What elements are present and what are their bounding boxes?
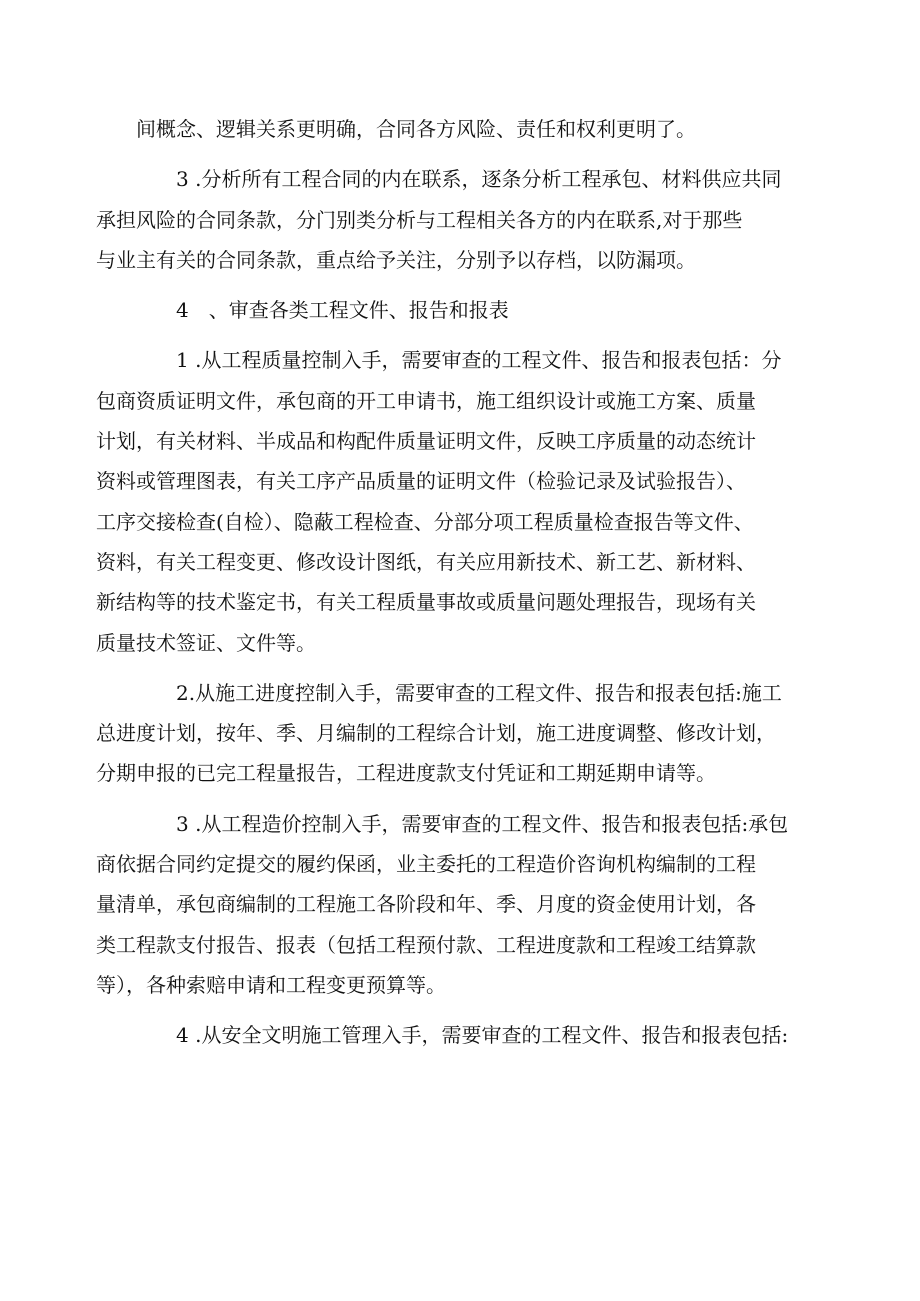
paragraph-quality-control bbox=[96, 340, 796, 662]
paragraph-schedule-control bbox=[96, 673, 796, 794]
text-line: 类工程款支付报告、报表（包括工程预付款、工程进度款和工程竣工结算款 bbox=[96, 932, 756, 957]
text-line: 承担风险的合同条款，分门别类分析与工程相关各方的内在联系,对于那些 bbox=[96, 207, 743, 232]
paragraph-safety-management bbox=[136, 1015, 796, 1055]
text-line: 计划，有关材料、半成品和构配件质量证明文件，反映工序质量的动态统计 bbox=[96, 429, 756, 454]
section-heading bbox=[136, 290, 796, 330]
text-line: 间概念、逻辑关系更明确，合同各方风险、责任和权利更明了。 bbox=[136, 117, 696, 141]
text-line: 3 .从工程造价控制入手，需要审查的工程文件、报告和报表包括:承包 bbox=[176, 811, 789, 836]
text-line: 工序交接检查(自检）、隐蔽工程检查、分部分项工程质量检查报告等文件、 bbox=[96, 509, 754, 534]
text-line: 资料或管理图表，有关工序产品质量的证明文件（检验记录及试验报告）、 bbox=[96, 469, 746, 494]
heading-line: 4 、审查各类工程文件、报告和报表 bbox=[176, 298, 509, 323]
text-line: 总进度计划，按年、季、月编制的工程综合计划，施工进度调整、修改计划， bbox=[96, 721, 776, 746]
text-line: 资料，有关工程变更、修改设计图纸，有关应用新技术、新工艺、新材料、 bbox=[96, 549, 756, 574]
paragraph-continuation bbox=[136, 109, 796, 149]
text-line: 等），各种索赔申请和工程变更预算等。 bbox=[96, 972, 446, 997]
text-line: 商依据合同约定提交的履约保函，业主委托的工程造价咨询机构编制的工程 bbox=[96, 852, 756, 877]
text-line: 包商资质证明文件，承包商的开工申请书，施工组织设计或施工方案、质量 bbox=[96, 388, 756, 413]
text-line: 量清单，承包商编制的工程施工各阶段和年、季、月度的资金使用计划，各 bbox=[96, 892, 756, 917]
text-line: 质量技术签证、文件等。 bbox=[96, 630, 316, 655]
paragraph-cost-control bbox=[96, 804, 796, 1005]
text-line: 2.从施工进度控制入手，需要审查的工程文件、报告和报表包括:施工 bbox=[176, 680, 782, 705]
text-line: 分期申报的已完工程量报告，工程进度款支付凭证和工期延期申请等。 bbox=[96, 761, 716, 786]
document-body bbox=[96, 109, 796, 1056]
text-line: 1 .从工程质量控制入手，需要审查的工程文件、报告和报表包括：分 bbox=[176, 348, 782, 373]
text-line: 3 .分析所有工程合同的内在联系，逐条分析工程承包、材料供应共同 bbox=[176, 167, 782, 192]
text-line: 新结构等的技术鉴定书，有关工程质量事故或质量问题处理报告，现场有关 bbox=[96, 590, 756, 615]
paragraph-contract-analysis bbox=[96, 159, 796, 280]
text-line: 与业主有关的合同条款，重点给予关注，分别予以存档，以防漏项。 bbox=[96, 247, 696, 272]
text-line: 4 .从安全文明施工管理入手，需要审查的工程文件、报告和报表包括: bbox=[176, 1023, 789, 1048]
